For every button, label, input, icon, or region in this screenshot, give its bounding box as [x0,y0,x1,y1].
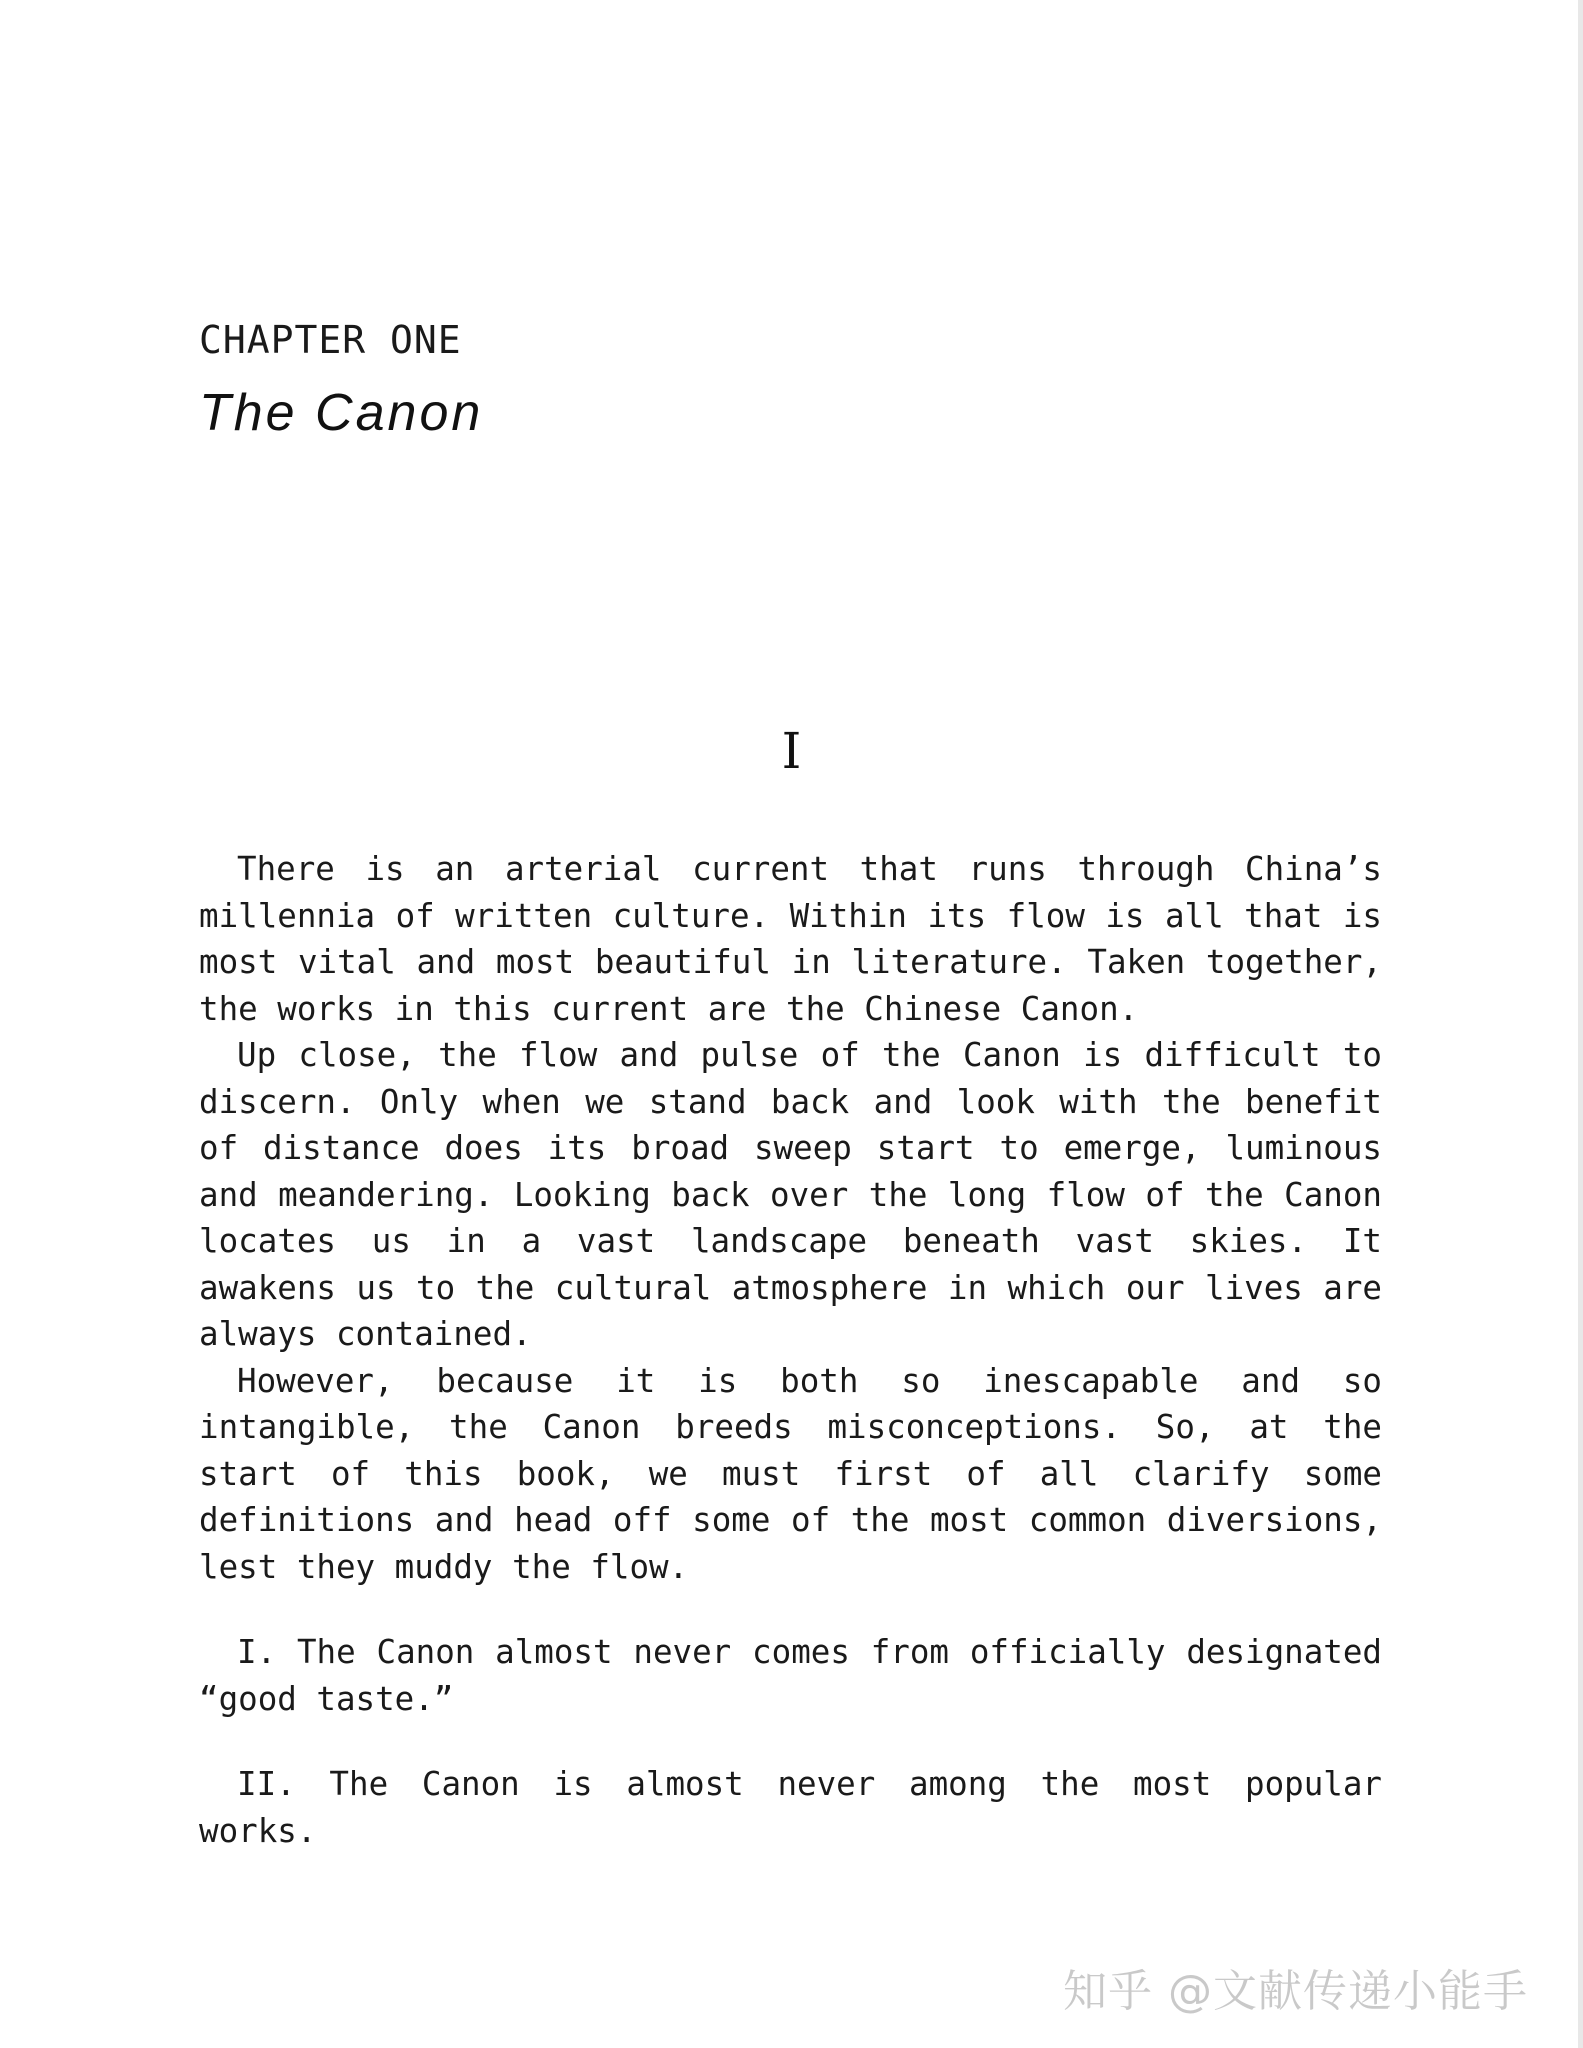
paragraph: Up close, the flow and pulse of the Canon is difficult to discern. Only when we stand back and look with the benefit of distance does its broad sweep start to emerge, luminous and meandering. Looking back over the long flow of the Canon locates us in a vast landscape beneath vast skies. It awakens us to the cultural atmosphere in which our lives are always contained. [199,1036,1382,1353]
chapter-label: CHAPTER ONE [199,318,462,362]
page-edge [1578,0,1583,2048]
paragraph: However, because it is both so inescapable and so intangible, the Canon breeds misconceptions. So, at the start of this book, we must first of all clarify some definitions and head off some of the most common diversions, lest they muddy the flow. [199,1361,1382,1586]
numbered-point: I. The Canon almost never comes from officially designated “good taste.” [199,1633,1382,1718]
paragraph: There is an arterial current that runs through China’s millennia of written culture. Within its flow is all that is most vital and most beautiful in literature. Taken together, the works in this current are the Chinese Canon. [199,850,1382,1028]
numbered-point: II. The Canon is almost never among the most popular works. [199,1765,1382,1850]
section-numeral: I [781,722,802,780]
chapter-title: The Canon [199,384,484,442]
body-text [199,846,1382,1590]
watermark: 知乎 @文献传递小能手 [1063,1966,1528,2017]
